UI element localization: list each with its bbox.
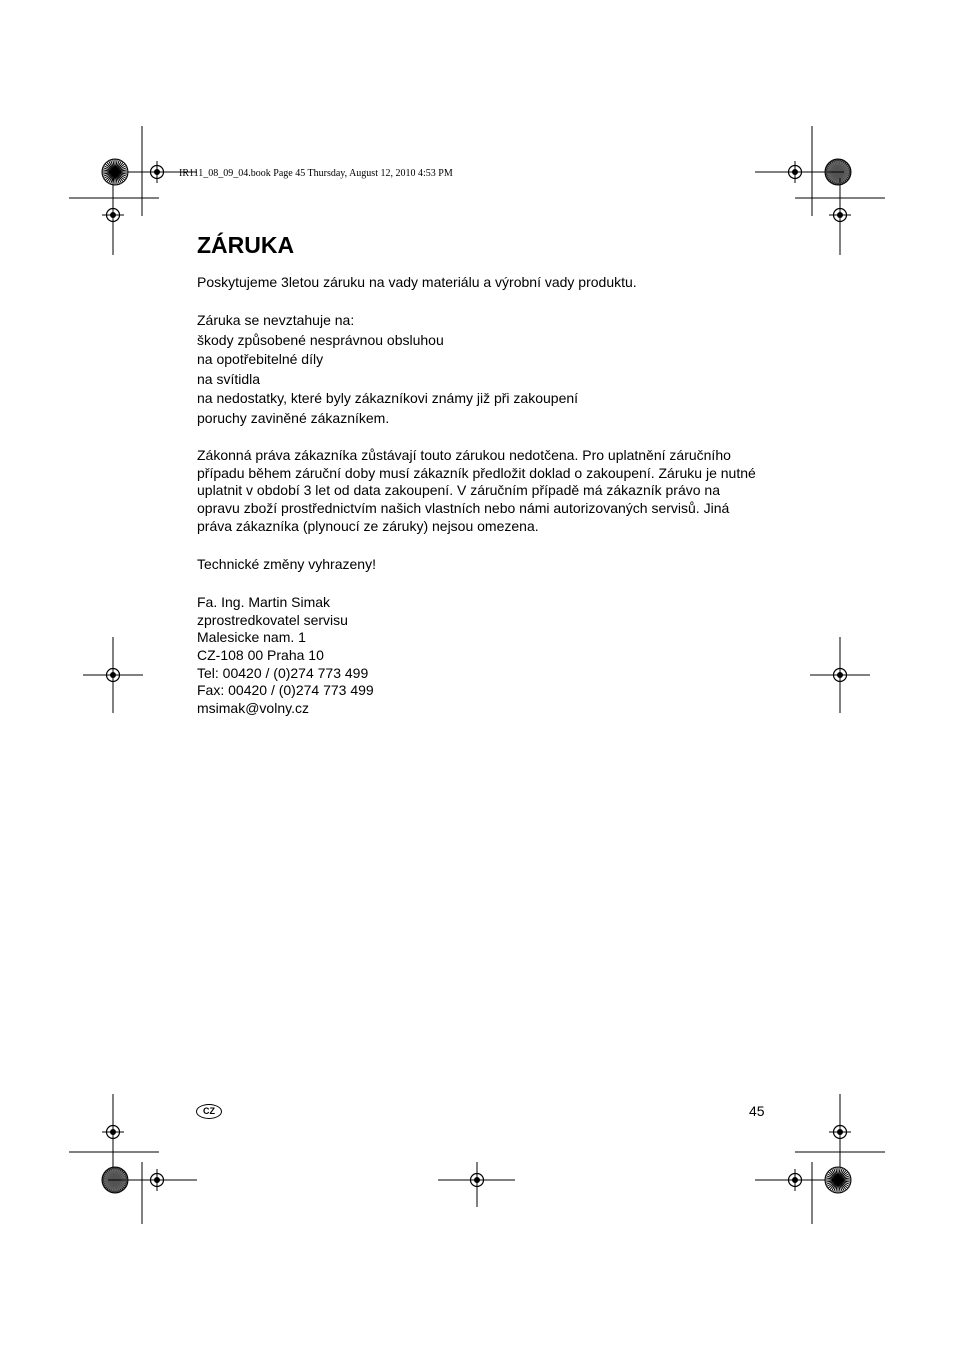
rights-line: práva zákazníka (plynoucí ze záruky) nejsou omezena. <box>197 517 539 534</box>
rights-line: případu během záruční doby musí zákazník předložit doklad o zakoupení. Záruku je nutné <box>197 464 756 481</box>
exclusions-heading: Záruka se nevztahuje na: <box>197 312 355 328</box>
technical-changes-note: Technické změny vyhrazeny! <box>197 556 376 572</box>
page-number: 45 <box>749 1103 765 1119</box>
service-address <box>197 594 772 718</box>
page-title: ZÁRUKA <box>197 232 295 258</box>
exclusion-item: na opotřebitelné díly <box>197 351 324 367</box>
rights-line: uplatnit v období 3 let od data zakoupení. V záručním případě má zákazník právo na <box>197 482 720 499</box>
warranty-intro: Poskytujeme 3letou záruku na vady materiálu a výrobní vady produktu. <box>197 274 637 290</box>
exclusions-block <box>197 311 772 428</box>
customer-rights-paragraph <box>197 447 797 535</box>
rights-line: Zákonná práva zákazníka zůstávají touto zárukou nedotčena. Pro uplatnění záručního <box>197 447 731 463</box>
fax-line: Fax: 00420 / (0)274 773 499 <box>197 682 374 699</box>
exclusion-item: poruchy zaviněné zákazníkem. <box>197 409 390 426</box>
address-line: Malesicke nam. 1 <box>197 629 306 646</box>
email-line: msimak@volny.cz <box>197 700 309 717</box>
country-badge: CZ <box>196 1104 222 1119</box>
address-line: zprostredkovatel servisu <box>197 611 348 628</box>
exclusion-item: na svítidla <box>197 370 261 387</box>
address-line: CZ-108 00 Praha 10 <box>197 647 324 664</box>
exclusion-item: na nedostatky, které byly zákazníkovi známy již při zakoupení <box>197 390 579 406</box>
exclusion-item: škody způsobené nesprávnou obsluhou <box>197 331 444 348</box>
phone-line: Tel: 00420 / (0)274 773 499 <box>197 664 369 681</box>
address-line: Fa. Ing. Martin Simak <box>197 594 331 610</box>
print-file-info: IR111_08_09_04.book Page 45 Thursday, August 12, 2010 4:53 PM <box>179 168 453 179</box>
rights-line: opravu zboží prostřednictvím našich vlastních nebo námi autorizovaných servisů. Jiná <box>197 500 730 517</box>
